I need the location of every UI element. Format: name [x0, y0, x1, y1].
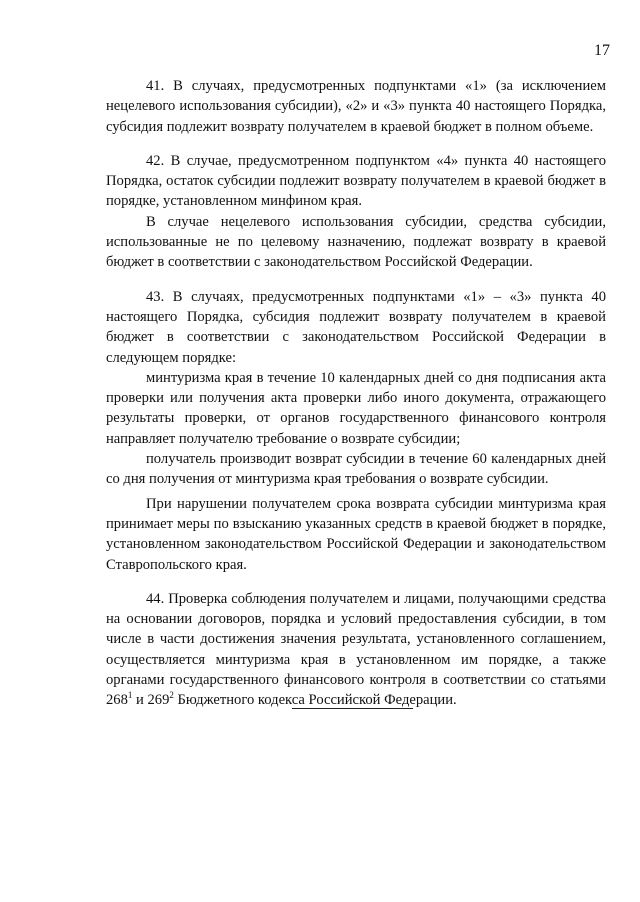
- paragraph-44-text-end: Бюджетного кодекса Российской Федерации.: [173, 692, 457, 709]
- paragraph-43-violation: При нарушении получателем срока возврата субсидии минтуризма края принимает меры по взысканию указанных средств в краевой бюджет в порядке, установленном законодательством Российской Федерации и законодательством Ставропольского края.: [106, 495, 606, 573]
- page-number: 17: [594, 42, 610, 59]
- paragraph-43: 43. В случаях, предусмотренных подпунктами «1» – «3» пункта 40 настоящего Порядка, субсидия подлежит возврату получателем в краевой бюджет в соответствии с законодательством Российской Федерации в следующем порядке:: [106, 288, 606, 366]
- paragraph-44: [106, 589, 606, 711]
- superscript-1: 1: [127, 690, 133, 701]
- end-divider-line: [292, 708, 413, 709]
- paragraph-42: 42. В случае, предусмотренном подпунктом «4» пункта 40 настоящего Порядка, остаток субсидии подлежит возврату получателем в краевой бюджет в порядке, установленном минфином края.: [106, 152, 606, 210]
- paragraph-42-misuse: В случае нецелевого использования субсидии, средства субсидии, использованные не по целевому назначению, подлежат возврату в краевой бюджет в соответствии с законодательством Российской Федерации.: [106, 213, 606, 271]
- document-body: [106, 76, 606, 711]
- paragraph-44-text-middle: и 269: [132, 692, 170, 709]
- paragraph-43-refund: получатель производит возврат субсидии в течение 60 календарных дней со дня получения от минтуризма края требования о возврате субсидии.: [106, 451, 606, 488]
- paragraph-44-text-start: 44. Проверка соблюдения получателем и лицами, получающими средства на основании договоров, порядка и условий предоставления субсидии, в том числе в части достижения значения результата, установленного соглашением, осуществляется минтуризма края в установленном им порядке, а также органами государственного финансового контроля в соответствии со статьями 268: [106, 590, 606, 709]
- superscript-2: 2: [169, 690, 174, 701]
- paragraph-41: 41. В случаях, предусмотренных подпунктами «1» (за исключением нецелевого использования субсидии), «2» и «3» пункта 40 настоящего Порядка, субсидия подлежит возврату получателем в краевой бюджет в полном объеме.: [106, 78, 606, 135]
- paragraph-43-requirement: минтуризма края в течение 10 календарных дней со дня подписания акта проверки или получения акта проверки либо иного документа, отражающего результаты проверки, от органов государственного финансового контроля направляет получателю требование о возврате субсидии;: [106, 369, 606, 447]
